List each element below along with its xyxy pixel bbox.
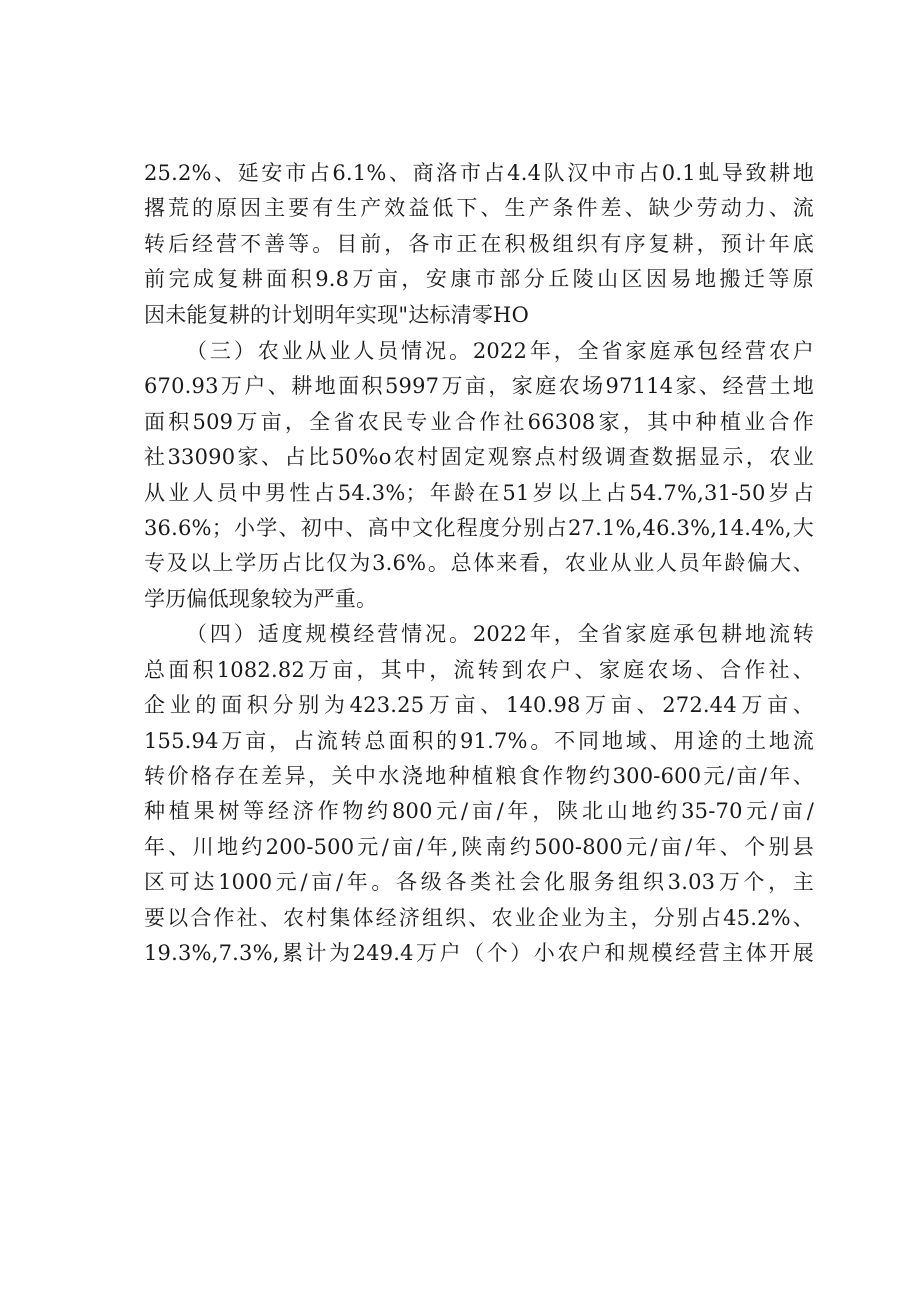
- text-line: 年、川地约200-500元/亩/年,陕南约500-800元/亩/年、个别县: [144, 834, 814, 859]
- text-line: 种植果树等经济作物约800元/亩/年，陕北山地约35-70元/亩/: [144, 799, 814, 824]
- text-line: 总面积1082.82万亩，其中，流转到农户、家庭农场、合作社、: [144, 657, 814, 682]
- text-line: 前完成复耕面积9.8万亩，安康市部分丘陵山区因易地搬迁等原: [144, 267, 814, 292]
- text-line: 19.3%,7.3%,累计为249.4万户（个）小农户和规模经营主体开展: [144, 940, 814, 965]
- text-line: 转后经营不善等。目前，各市正在积极组织有序复耕，预计年底: [144, 231, 814, 256]
- text-line: 专及以上学历占比仅为3.6%。总体来看，农业从业人员年龄偏大、: [144, 551, 814, 576]
- text-line: 从业人员中男性占54.3%；年龄在51岁以上占54.7%,31-50岁占: [144, 480, 814, 505]
- body-text: [144, 156, 814, 971]
- text-line: （三）农业从业人员情况。2022年，全省家庭承包经营农户: [186, 339, 814, 364]
- text-line: 企业的面积分别为423.25万亩、140.98万亩、272.44万亩、: [144, 693, 814, 718]
- paragraph-scale-operation: [144, 617, 814, 971]
- text-line: 36.6%；小学、初中、高中文化程度分别占27.1%,46.3%,14.4%,大: [144, 516, 814, 541]
- text-line: 25.2%、延安市占6.1%、商洛市占4.4队汉中市占0.1虬导致耕地: [144, 161, 814, 185]
- paragraph-agricultural-workers: [144, 334, 814, 617]
- text-line: 撂荒的原因主要有生产效益低下、生产条件差、缺少劳动力、流: [144, 196, 814, 221]
- text-line: 学历偏低现象较为严重。: [144, 586, 378, 611]
- text-line: 转价格存在差异，关中水浇地种植粮食作物约300-600元/亩/年、: [144, 763, 814, 788]
- text-line: 区可达1000元/亩/年。各级各类社会化服务组织3.03万个，主: [144, 870, 814, 895]
- text-line: 155.94万亩，占流转总面积的91.7%。不同地域、用途的土地流: [144, 728, 814, 753]
- text-line: （四）适度规模经营情况。2022年，全省家庭承包耕地流转: [186, 622, 814, 647]
- text-line: 面积509万亩，全省农民专业合作社66308家，其中种植业合作: [144, 409, 814, 434]
- text-line: 要以合作社、农村集体经济组织、农业企业为主，分别占45.2%、: [144, 905, 814, 930]
- text-line: 社33090家、占比50%o农村固定观察点村级调查数据显示，农业: [144, 445, 814, 470]
- text-line: 670.93万户、耕地面积5997万亩，家庭农场97114家、经营土地: [144, 374, 814, 399]
- text-line: 因未能复耕的计划明年实现"达标清零HO: [144, 302, 529, 327]
- paragraph-land-abandonment: [144, 156, 814, 333]
